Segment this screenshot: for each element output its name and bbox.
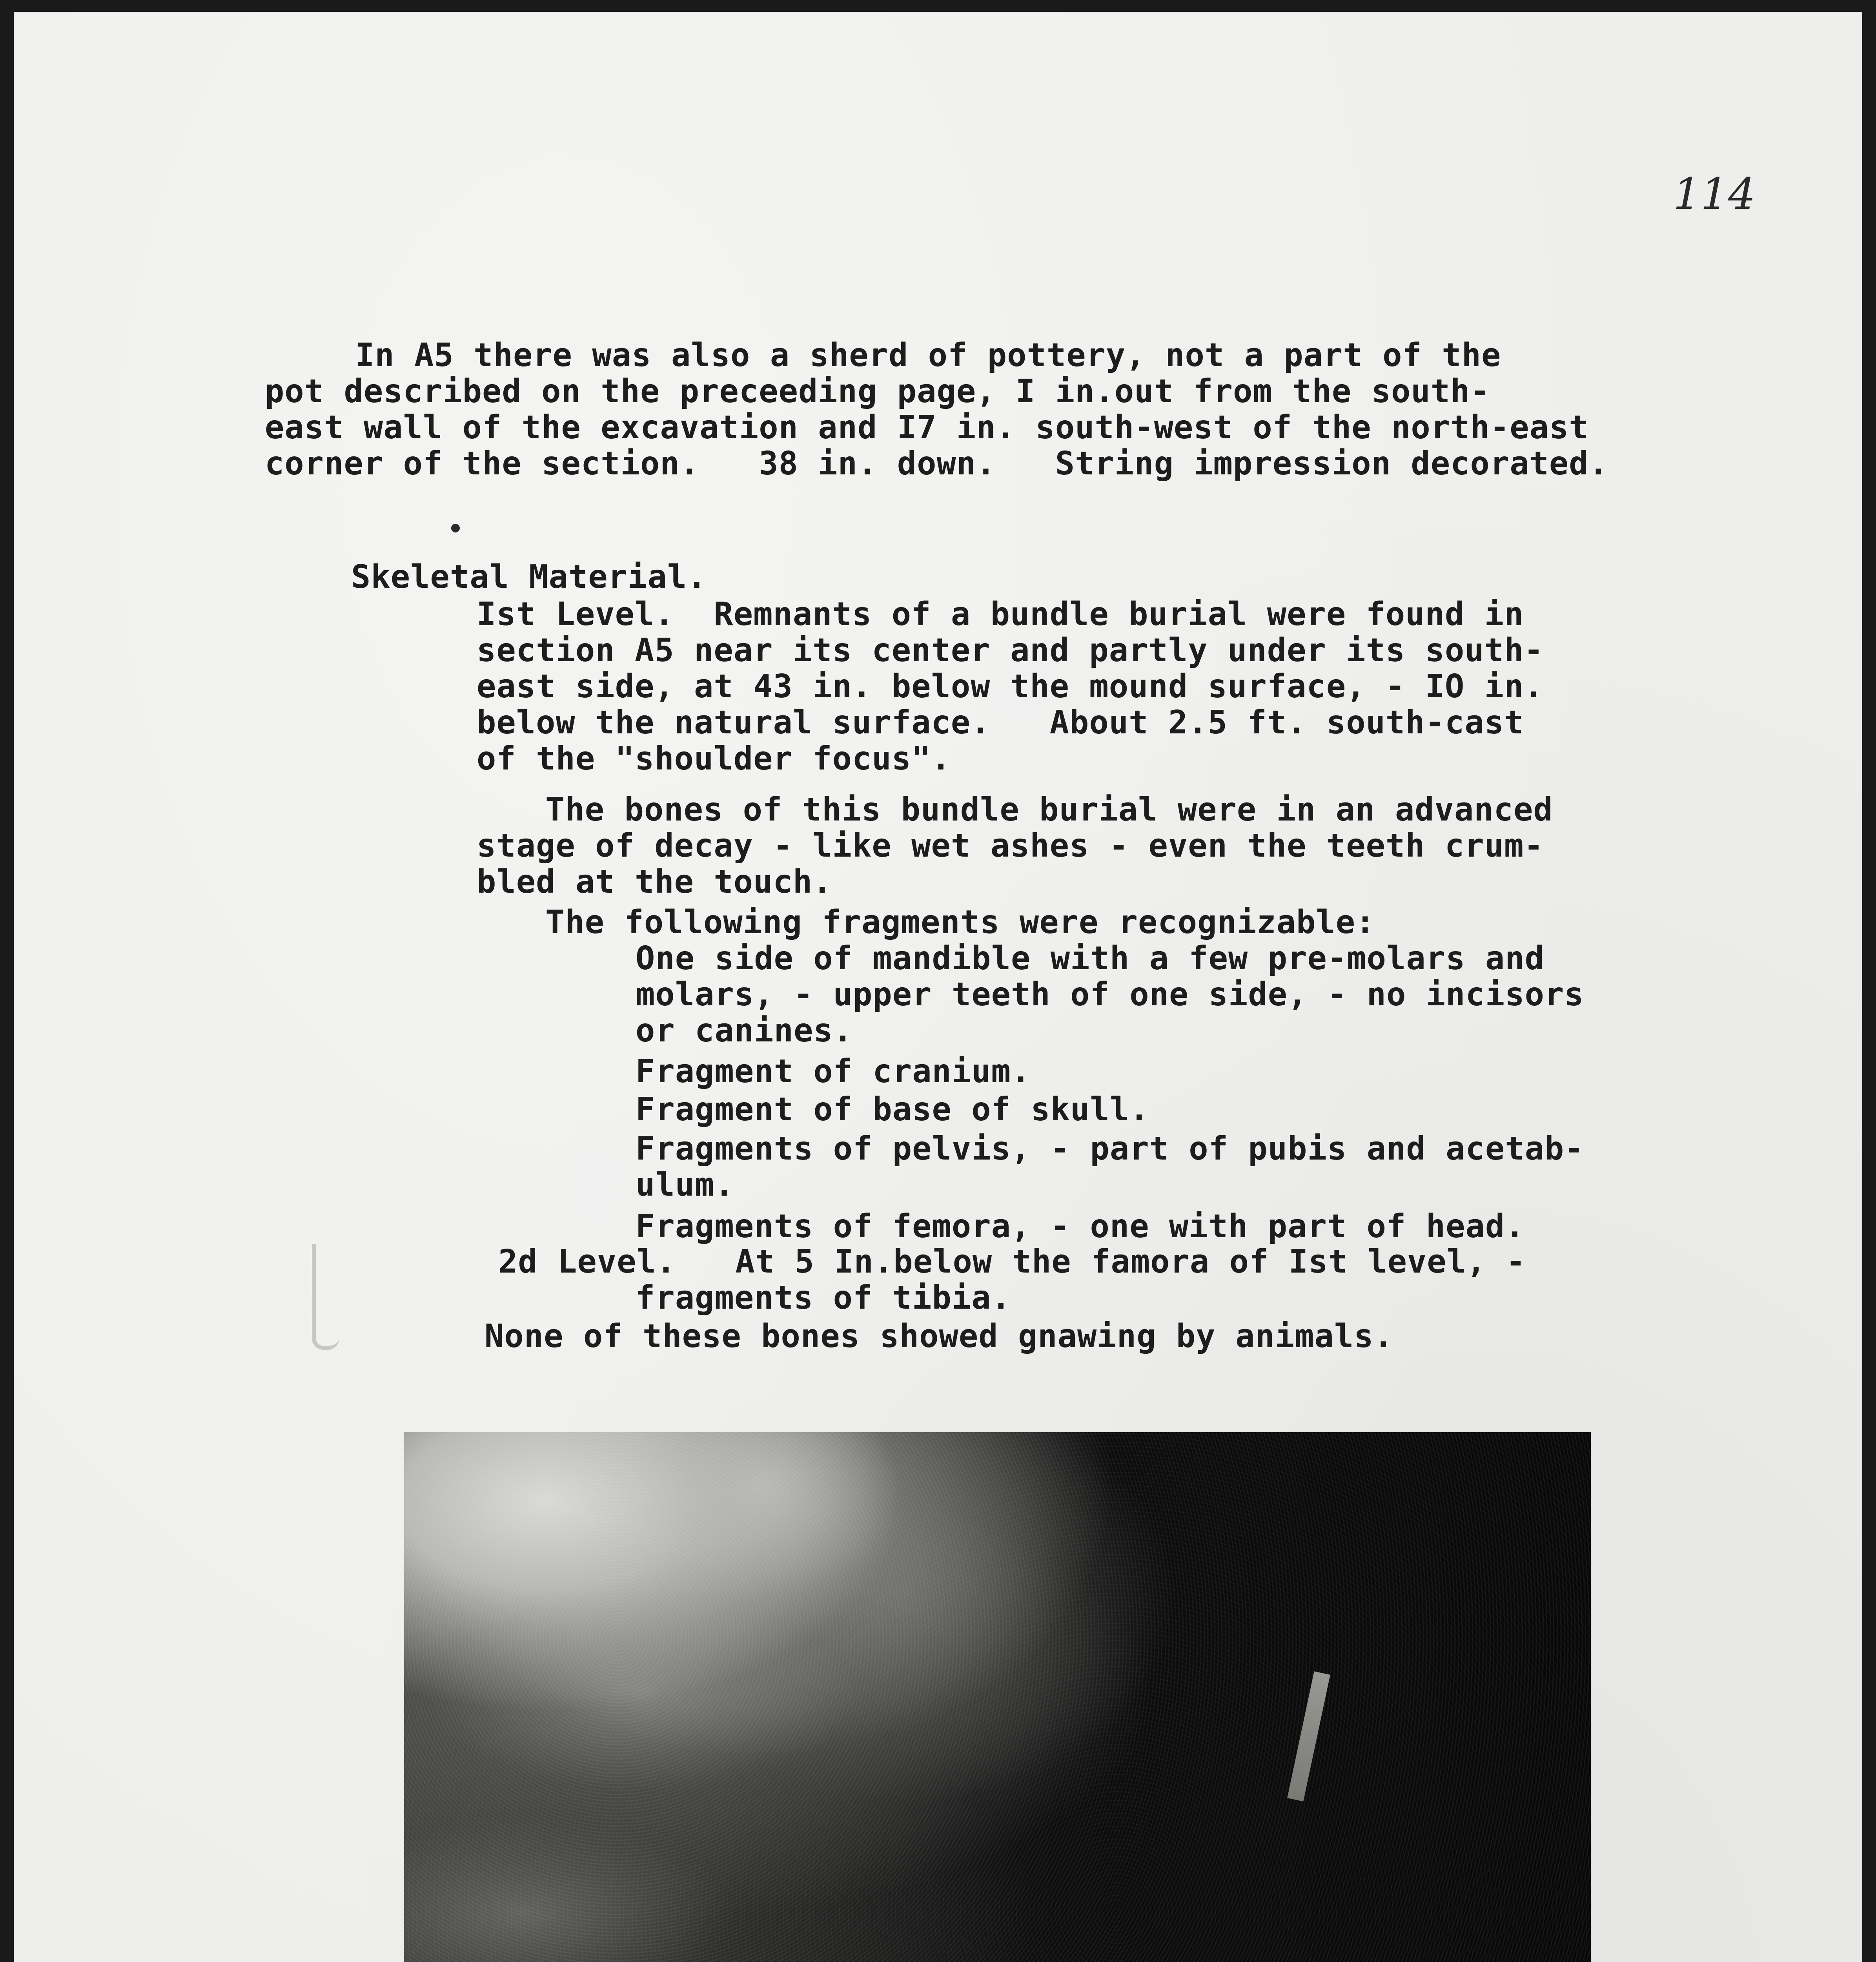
level1-line-3: east side, at 43 in. below the mound surface, - IO in. [477, 668, 1544, 705]
level1-line-5: of the "shoulder focus". [477, 740, 951, 777]
fragment-line-2: molars, - upper teeth of one side, - no incisors [636, 976, 1584, 1013]
pottery-line-3: east wall of the excavation and I7 in. south-west of the north-east [265, 409, 1589, 446]
page-number: 114 [1673, 169, 1756, 219]
gnawing-note: None of these bones showed gnawing by animals. [484, 1318, 1393, 1355]
level1-line-4: below the natural surface. About 2.5 ft. south-cast [477, 704, 1524, 741]
fragment-line-4: Fragment of cranium. [636, 1053, 1031, 1090]
decay-line-3: bled at the touch. [477, 863, 832, 901]
fragment-line-3: or canines. [636, 1012, 853, 1049]
fragments-intro: The following fragments were recognizable: [545, 904, 1375, 941]
fragment-line-6: Fragments of pelvis, - part of pubis and acetab- [636, 1130, 1584, 1167]
pottery-line-2: pot described on the preceeding page, I in.out from the south- [265, 373, 1490, 410]
ink-dot [451, 524, 460, 532]
fragment-line-5: Fragment of base of skull. [636, 1091, 1149, 1128]
level2-line-1: 2d Level. At 5 In.below the famora of Ist level, - [498, 1243, 1526, 1280]
level1-line-1: Ist Level. Remnants of a bundle burial were found in [477, 596, 1524, 633]
level1-line-2: section A5 near its center and partly under its south- [477, 632, 1544, 669]
fragment-line-7: ulum. [636, 1166, 734, 1203]
pottery-line-1: In A5 there was also a sherd of pottery, not a part of the [355, 337, 1501, 374]
fragment-line-1: One side of mandible with a few pre-molars and [636, 940, 1545, 977]
pencil-mark [312, 1244, 339, 1350]
excavation-photograph [404, 1432, 1591, 1962]
decay-line-1: The bones of this bundle burial were in an advanced [545, 791, 1553, 828]
document-page [14, 12, 1862, 1962]
photo-grain [404, 1432, 1591, 1962]
pottery-line-4: corner of the section. 38 in. down. String impression decorated. [265, 445, 1609, 482]
decay-line-2: stage of decay - like wet ashes - even the teeth crum- [477, 827, 1544, 864]
level2-line-2: fragments of tibia. [636, 1279, 1011, 1317]
skeletal-heading: Skeletal Material. [351, 558, 707, 596]
fragment-line-8: Fragments of femora, - one with part of head. [636, 1208, 1525, 1245]
